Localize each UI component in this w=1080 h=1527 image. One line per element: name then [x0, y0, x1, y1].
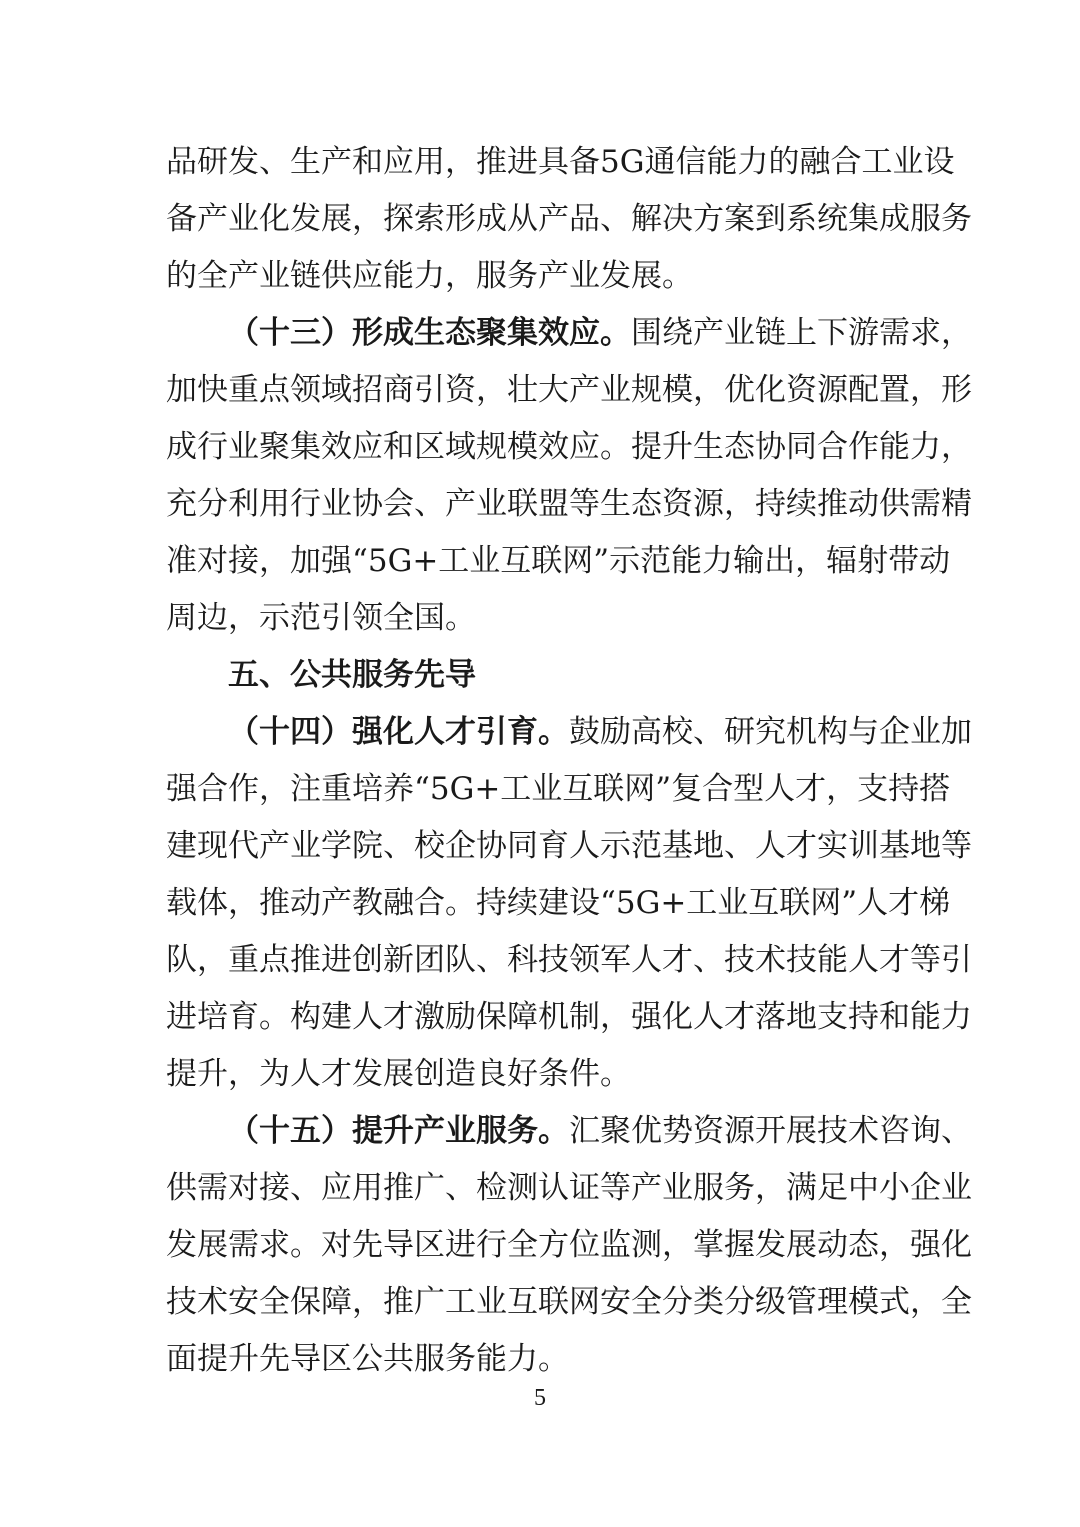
paragraph-line: 面提升先导区公共服务能力。	[166, 1341, 569, 1377]
paragraph-first-line	[228, 313, 972, 353]
paragraph-line: 备产业化发展，探索形成从产品、解决方案到系统集成服务	[166, 201, 972, 237]
paragraph-line: 发展需求。对先导区进行全方位监测，掌握发展动态，强化	[166, 1227, 972, 1263]
paragraph-heading: （十四）强化人才引育。	[228, 714, 569, 750]
paragraph-line: 建现代产业学院、校企协同育人示范基地、人才实训基地等	[166, 828, 972, 864]
paragraph-line: 加快重点领域招商引资，壮大产业规模，优化资源配置，形	[166, 372, 972, 408]
section-heading: 五、公共服务先导	[228, 657, 476, 693]
paragraph-text: 汇聚优势资源开展技术咨询、	[569, 1113, 972, 1149]
paragraph-line: 准对接，加强“5G+工业互联网”示范能力输出，辐射带动	[166, 543, 951, 579]
paragraph-line: 提升，为人才发展创造良好条件。	[166, 1056, 631, 1092]
paragraph-text: 鼓励高校、研究机构与企业加	[569, 714, 972, 750]
paragraph-line: 队，重点推进创新团队、科技领军人才、技术技能人才等引	[166, 942, 972, 978]
paragraph-line: 强合作，注重培养“5G+工业互联网”复合型人才，支持搭	[166, 771, 951, 807]
paragraph-first-line	[228, 712, 972, 752]
paragraph-line: 周边，示范引领全国。	[166, 600, 476, 636]
paragraph-line: 供需对接、应用推广、检测认证等产业服务，满足中小企业	[166, 1170, 972, 1206]
paragraph-line: 载体，推动产教融合。持续建设“5G+工业互联网”人才梯	[166, 885, 951, 921]
paragraph-heading: （十五）提升产业服务。	[228, 1113, 569, 1149]
paragraph-line: 的全产业链供应能力，服务产业发展。	[166, 258, 693, 294]
paragraph-line: 品研发、生产和应用，推进具备5G通信能力的融合工业设	[166, 144, 955, 180]
page-number: 5	[534, 1385, 546, 1411]
paragraph-heading: （十三）形成生态聚集效应。	[228, 315, 631, 351]
paragraph-line: 成行业聚集效应和区域规模效应。提升生态协同合作能力，	[166, 429, 972, 465]
paragraph-text: 围绕产业链上下游需求，	[631, 315, 972, 351]
paragraph-line: 进培育。构建人才激励保障机制，强化人才落地支持和能力	[166, 999, 972, 1035]
paragraph-first-line	[228, 1111, 972, 1151]
paragraph-line: 充分利用行业协会、产业联盟等生态资源，持续推动供需精	[166, 486, 972, 522]
paragraph-line: 技术安全保障，推广工业互联网安全分类分级管理模式，全	[166, 1284, 972, 1320]
